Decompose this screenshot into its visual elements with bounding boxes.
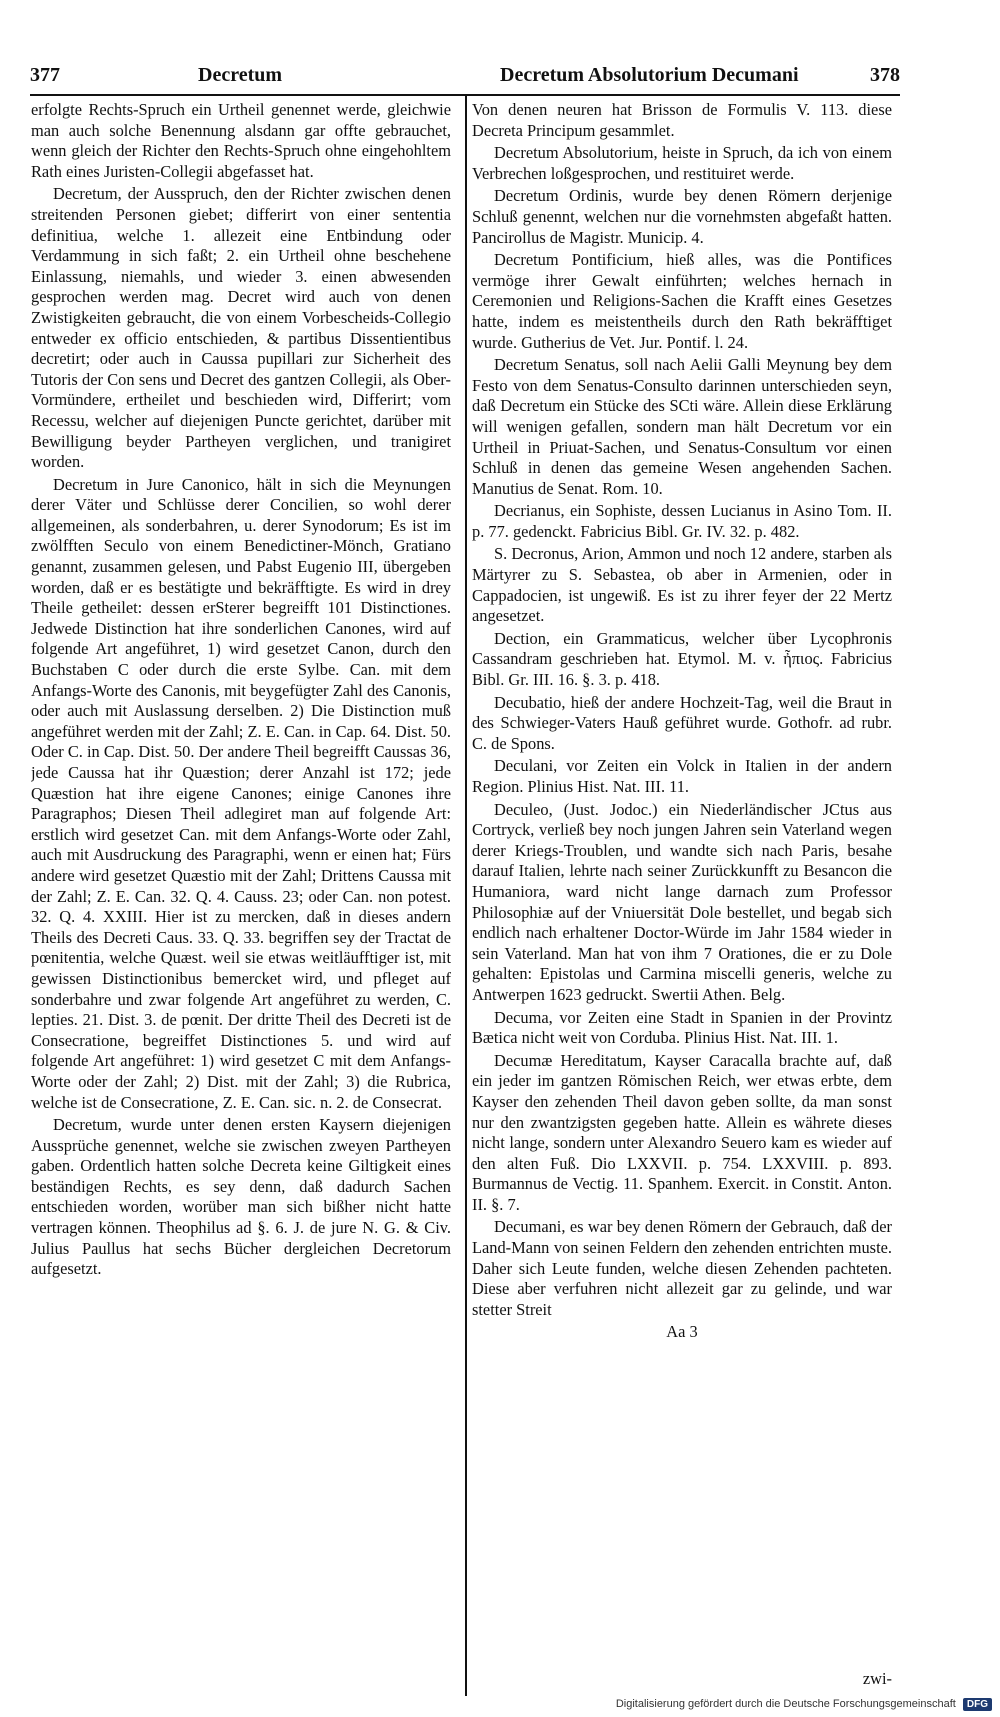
paragraph: Decrianus, ein Sophiste, dessen Lucianus in Asino Tom. II. p. 77. gedenckt. Fabricius Bibl. Gr. IV. 32. p. 482. [472,501,892,541]
signature-mark [472,1322,892,1689]
footer-text: Digitalisierung gefördert durch die Deutsche Forschungsgemeinschaft [615,1698,956,1710]
paragraph: Dection, ein Grammaticus, welcher über Lycophronis Cassandram geschrieben hat. Etymol. M. v. ἦπιος. Fabricius Bibl. Gr. III. 16. §. 3. p. 418. [472,628,892,690]
paragraph: erfolgte Rechts-Spruch ein Urtheil genennet werde, gleichwie man auch solche Benennung alsdann gar offte gebrauchet, wenn gleich der Richter den Rechts-Spruch ohne eingehohltem Rath eines Juristen-Collegii abgefasset hat. [31,100,451,181]
paragraph: Deculeo, (Just. Jodoc.) ein Niederländischer JCtus aus Cortryck, verließ bey noch jungen Jahren sein Vaterland wegen derer Kriegs-Troublen, und wandte sich nach Paris, besahe darauf Italien, lehrte nach seiner Zurückkunfft zu Besancon die Humaniora, ward nicht lange darnach zum Professor Philosophiæ auf der Vniuersität Dole bestellet, und begab sich endlich nach erhaltener Doctor-Würde im Jahr 1584 wieder in sein Vaterland. Man hat von ihm 7 Orationes, die er zu Dole gehalten: Epistolas und Carmina miscelli generis, welche zu Antwerpen 1623 gedruckt. Swertii Athen. Belg. [472,799,892,1004]
catchword: zwi- [862,1669,892,1689]
paragraph: Decretum, wurde unter denen ersten Kaysern diejenigen Aussprüche genennet, welche sie zwischen zweyen Partheyen gaben. Ordentlich hatten solche Decreta keine Giltigkeit eines beständigen Rechts, es sey denn, daß dadurch Sachen entschieden worden, worüber man sich bißher nicht hatte vertragen können. Theophilus ad §. 6. J. de jure N. G. & Civ. Julius Paullus hat sechs Bücher dergleichen Decretorum aufgesetzt. [31,1115,451,1279]
page-number-right: 378 [870,64,900,86]
paragraph: Decretum Ordinis, wurde bey denen Römern derjenige Schluß genennt, welchen nur die vornehmsten abgefaßt hatten. Pancirollus de Magistr. Municip. 4. [472,186,892,247]
left-column [31,100,451,1690]
paragraph: Decumani, es war bey denen Römern der Gebrauch, daß der Land-Mann von seinen Feldern den zehenden entrichten muste. Daher sich Leute funden, welche diesen Zehenden pachteten. Diese aber verfuhren nicht allezeit gar zu gelinde, und war stetter Streit [472,1217,892,1319]
paragraph: Decretum in Jure Canonico, hält in sich die Meynungen derer Väter und Schlüsse derer Concilien, so wohl derer allgemeinen, als sonderbahren, u. derer Synodorum; Es ist im zwölfften Seculo von einem Benedictiner-Mönch, Gratiano genannt, zusammen gelesen, und Pabst Eugenio III, übergeben worden, daß er es bestätigte und bekräfftigte. Es wird in drey Theile getheilet: dessen erSterer begreifft 101 Distinctiones. Jedwede Distinction hat ihre sonderlichen Canones, wird auf folgende Art angeführet, 1) wird gesetzet Canon, durch den Buchstaben C oder durch die erste Sylbe. Can. mit dem Anfangs-Worte des Canonis, mit beygefügter Zahl des Canonis, oder auch mit Auslassung derselben. 2) Die Distinction muß angeführet werden mit der Zahl; Z. E. Can. in Cap. 64. Dist. 50. Oder C. in Cap. Dist. 50. Der andere Theil begreifft Caussas 36, jede Caussa hat ihr Quæstion; derer Anzahl ist 172; jede Quæstion hat ihre eigene Canones; einige Canones ihre Paragraphos; Diesen Theil adlegiret man auf folgende Art: erstlich wird gesetzet Can. mit dem Anfangs-Worte oder Zahl, auch mit Ausdruckung des Paragraphi, wenn er einen hat; Fürs andere wird gesetzet Quæstio mit der Zahl; Drittens Caussa mit der Zahl; Z. E. Can. 32. Q. 4. Causs. 23; oder Can. non potest. 32. Q. 4. XXIII. Hier ist zu mercken, daß in dieses andern Theils des Decreti Caus. 33. Q. 33. begriffen sey der Tractat de pœnitentia, welche Quæst. weil sie etwas weitläufftiger ist, mit gewissen Distinctionibus bemercket wird, und pfleget auf sonderbahre und zwar folgende Art angeführet zu werden, C. lepties. 21. Dist. 3. de pœnit. Der dritte Theil des Decreti ist de Consecratione, begreiffet Distinctiones 5. und wird auf folgende Art angeführet: 1) wird gesetzet C mit dem Anfangs-Worte oder der Zahl; 2) Dist. mit der Zahl; 3) die Rubrica, welche ist de Consecratione, Z. E. Can. sic. n. 2. de Consecrat. [31,474,451,1112]
dfg-logo-icon: DFG [963,1698,992,1711]
paragraph: Decumæ Hereditatum, Kayser Caracalla brachte auf, daß ein jeder im gantzen Römischen Reich, wer etwas erbte, dem Kayser den zehenden Theil davon geben sollte, da man sonst nur den zwantzigsten gegeben hatte. Allein es währete dieses nicht lange, sondern unter Alexandro Seuero kam es wieder auf den alten Fuß. Dio LXXVII. p. 754. LXXVIII. p. 893. Burmannus de Vectig. 11. Spanhem. Exercit. in Constit. Anton. II. §. 7. [472,1050,892,1214]
running-header [30,60,900,92]
column-separator [465,96,467,1696]
paragraph: Decretum Pontificium, hieß alles, was die Pontifices vermöge ihrer Gewalt einführten; welches hernach in Ceremonien und Religions-Sachen die Krafft eines Gesetzes hatte, indem es meistentheils durch den Rath bekräfftiget wurde. Gutherius de Vet. Jur. Pontif. l. 24. [472,250,892,352]
running-head-right: Decretum Absolutorium Decumani [500,64,799,86]
page-number-left: 377 [30,64,60,86]
right-column [472,100,892,1690]
paragraph: Decubatio, hieß der andere Hochzeit-Tag, weil die Braut in des Schwieger-Vaters Hauß geführet wurde. Gothofr. ad rubr. C. de Spons. [472,692,892,753]
footer-credit [616,1698,992,1711]
paragraph: S. Decronus, Arion, Ammon und noch 12 andere, starben als Märtyrer zu S. Sebastea, ob aber in Armenien, oder in Cappadocien, ist ungewiß. Es ist zu ihrer feyer der 22 Mertz angesetzet. [472,544,892,626]
paragraph: Decretum, der Ausspruch, den der Richter zwischen denen streitenden Personen giebet; differirt von einer sententia definitiua, welche 1. allezeit eine Entbindung oder Verdammung in sich faßt; 2. ein Urtheil ohne beschehene Einlassung, niemahls, und wieder 3. einen abwesenden gesprochen werden mag. Decret wird auch von denen Zwistigkeiten gebraucht, die von einem Vorbescheids-Collegio entweder ex officio entschieden, & partibus Dissentientibus decretirt; oder auch in Caussa pupillari zur Sicherheit des Tutoris der Con sens und Decret des gantzen Collegii, als Ober-Vormündere, ertheilet und beschieden wird, Differirt; vom Recessu, welcher auf diejenigen Puncte gerichtet, darüber mit Bewilligung beyder Partheyen verglichen, und tranigiret worden. [31,184,451,472]
paragraph: Von denen neuren hat Brisson de Formulis V. 113. diese Decreta Principum gesammlet. [472,100,892,140]
paragraph: Decuma, vor Zeiten eine Stadt in Spanien in der Provintz Bætica nicht weit von Corduba. Plinius Hist. Nat. III. 1. [472,1007,892,1048]
paragraph: Decretum Absolutorium, heiste in Spruch, da ich von einem Verbrechen loßgesprochen, und restituiret werde. [472,143,892,183]
signature-text: Aa 3 [666,1322,698,1342]
paragraph: Decretum Senatus, soll nach Aelii Galli Meynung bey dem Festo von dem Senatus-Consulto darinnen unterschieden seyn, daß Decretum ein Stücke des SCti wäre. Allein diese Erklärung will wenigen gefallen, sondern man hält Decretum vor ein Urtheil in Priuat-Sachen, und Senatus-Consultum vor einen Schluß in denen das gemeine Wesen angehenden Sachen. Manutius de Senat. Rom. 10. [472,355,892,498]
paragraph: Deculani, vor Zeiten ein Volck in Italien in der andern Region. Plinius Hist. Nat. III. 11. [472,756,892,796]
running-head-left: Decretum [198,64,283,86]
